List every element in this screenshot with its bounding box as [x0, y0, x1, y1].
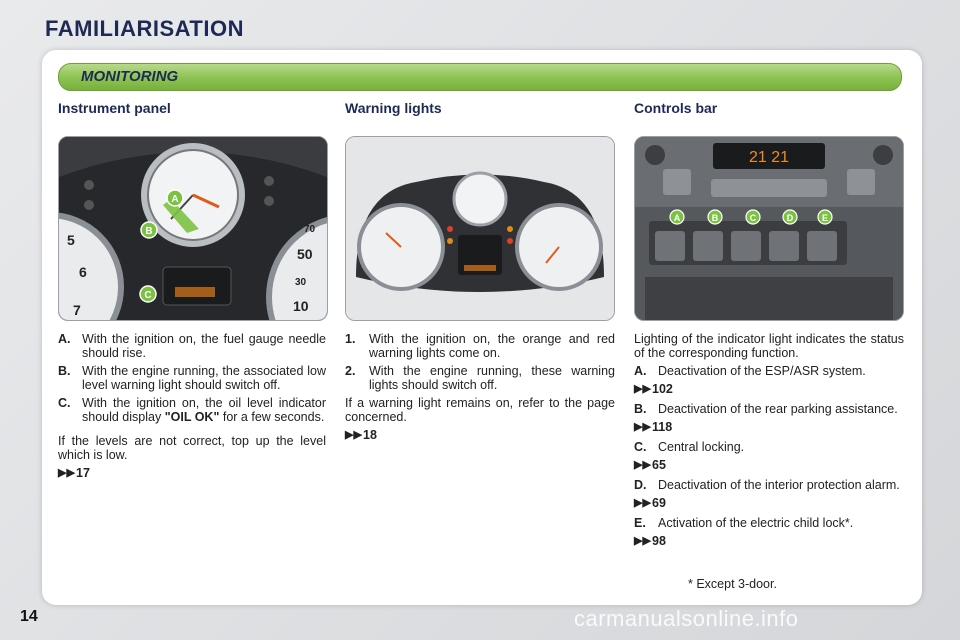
dial-number: 50 — [297, 246, 313, 262]
item-text: With the engine running, the associated low level warning light should switch off. — [82, 364, 326, 392]
item-label: 2. — [345, 364, 356, 378]
svg-text:C: C — [144, 290, 152, 301]
warning-lights-photo — [345, 136, 615, 321]
item-text: Activation of the electric child lock*. — [658, 516, 854, 530]
item-label: D. — [634, 478, 647, 492]
page-ref[interactable] — [634, 382, 904, 396]
section-bar — [58, 63, 902, 91]
item-text: With the ignition on, the fuel gauge needle should rise. — [82, 332, 326, 360]
dial-number: 10 — [293, 298, 309, 314]
instrument-paragraph: If the levels are not correct, top up the level which is low. — [58, 434, 326, 462]
page-ref[interactable] — [634, 420, 904, 434]
page-ref[interactable] — [345, 428, 615, 442]
svg-text:B: B — [145, 226, 153, 237]
item-label: B. — [634, 402, 647, 416]
item-text: With the ignition on, the oil level indicator should display "OIL OK" for a few seconds. — [82, 396, 326, 424]
item-label: C. — [634, 440, 647, 454]
svg-text:C: C — [749, 213, 757, 223]
watermark: carmanualsonline.info — [574, 606, 799, 631]
svg-text:A: A — [673, 213, 681, 223]
instrument-panel-text — [58, 332, 326, 486]
item-text: With the engine running, these warning lights should switch off. — [369, 364, 615, 392]
svg-text:E: E — [821, 213, 829, 223]
instrument-panel-heading: Instrument panel — [58, 100, 171, 116]
page-ref-number: 18 — [363, 428, 377, 442]
controls-bar-text — [634, 332, 904, 554]
page-ref-number: 118 — [652, 420, 673, 434]
page-number: 14 — [20, 608, 38, 625]
controls-bar-photo — [634, 136, 904, 321]
item-label: B. — [58, 364, 71, 378]
dial-number: 30 — [295, 277, 307, 288]
double-arrow-icon: ▶▶ — [634, 459, 651, 471]
callout-b — [708, 210, 722, 224]
controls-bar-heading: Controls bar — [634, 100, 718, 116]
page-ref[interactable] — [634, 534, 904, 548]
footnote: * Except 3-door. — [688, 577, 777, 591]
list-item — [634, 516, 904, 530]
svg-text:D: D — [786, 213, 794, 223]
callout-a — [670, 210, 684, 224]
list-item — [345, 332, 615, 360]
item-text: Central locking. — [658, 440, 745, 454]
list-item — [634, 440, 904, 454]
item-label: C. — [58, 396, 71, 410]
page-ref-number: 102 — [652, 382, 673, 396]
callout-e — [818, 210, 832, 224]
page-ref-number: 17 — [76, 466, 90, 480]
list-item — [58, 396, 326, 424]
double-arrow-icon: ▶▶ — [634, 535, 651, 547]
page-ref[interactable] — [634, 496, 904, 510]
dial-number: 6 — [79, 264, 87, 280]
item-text: Deactivation of the interior protection alarm. — [658, 478, 900, 492]
svg-text:A: A — [171, 194, 179, 205]
warning-paragraph: If a warning light remains on, refer to the page concerned. — [345, 396, 615, 424]
page-ref-number: 69 — [652, 496, 666, 510]
callout-d — [783, 210, 797, 224]
list-item — [345, 364, 615, 392]
double-arrow-icon: ▶▶ — [634, 421, 651, 433]
page-ref-number: 98 — [652, 534, 666, 548]
item-label: E. — [634, 516, 646, 530]
dial-number: 70 — [304, 224, 316, 235]
callout-c — [140, 286, 156, 302]
item-text: Deactivation of the ESP/ASR system. — [658, 364, 866, 378]
double-arrow-icon: ▶▶ — [634, 383, 651, 395]
section-title: MONITORING — [81, 68, 179, 85]
warning-lights-text — [345, 332, 615, 448]
page-title: FAMILIARISATION — [45, 16, 244, 41]
callout-b — [141, 222, 157, 238]
dial-number: 5 — [67, 232, 75, 248]
climate-display: 21 21 — [748, 149, 790, 166]
list-item — [634, 402, 904, 416]
callout-a — [167, 190, 183, 206]
list-item — [634, 364, 904, 378]
oil-ok-highlight: "OIL OK" — [164, 410, 220, 424]
double-arrow-icon: ▶▶ — [58, 467, 75, 479]
list-item — [58, 364, 326, 392]
controls-intro: Lighting of the indicator light indicates the status of the corresponding function. — [634, 332, 904, 360]
list-item — [634, 478, 904, 492]
svg-text:B: B — [711, 213, 719, 223]
item-text: With the ignition on, the orange and red warning lights come on. — [369, 332, 615, 360]
list-item — [58, 332, 326, 360]
item-label: A. — [58, 332, 71, 346]
page-ref[interactable] — [58, 466, 326, 480]
warning-lights-heading: Warning lights — [345, 100, 442, 116]
instrument-panel-photo — [58, 136, 328, 321]
item-label: A. — [634, 364, 647, 378]
callout-c — [746, 210, 760, 224]
item-text: Deactivation of the rear parking assistance. — [658, 402, 898, 416]
page-ref-number: 65 — [652, 458, 666, 472]
item-label: 1. — [345, 332, 356, 346]
double-arrow-icon: ▶▶ — [345, 429, 362, 441]
page-ref[interactable] — [634, 458, 904, 472]
double-arrow-icon: ▶▶ — [634, 497, 651, 509]
dial-number: 7 — [73, 302, 81, 318]
